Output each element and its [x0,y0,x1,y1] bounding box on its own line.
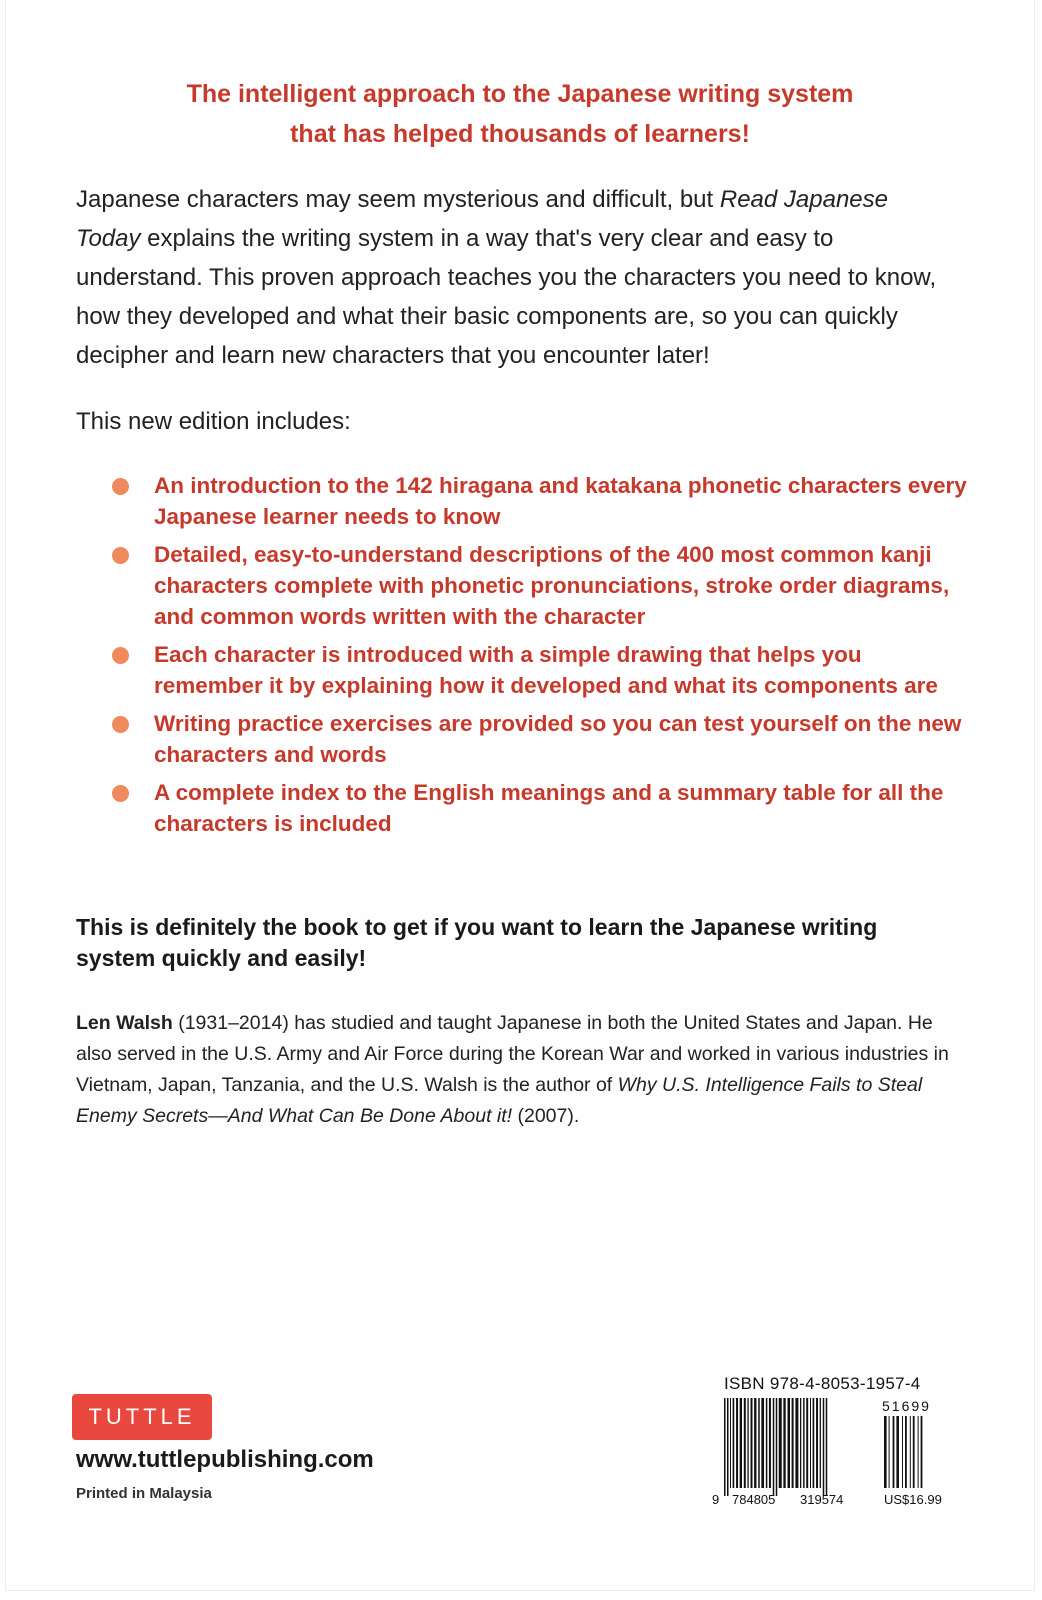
tagline-line-2: that has helped thousands of learners! [290,120,750,148]
barcode-bar [761,1398,764,1488]
feature-text: Each character is introduced with a simple drawing that helps you remember it by explaining how it developed and what its components are [154,642,938,698]
bullet-dot-icon [112,785,129,802]
barcode-bar [754,1398,756,1488]
barcode-bar [776,1398,778,1496]
feature-text: Writing practice exercises are provided so you can test yourself on the new characters and words [154,711,962,767]
feature-item [106,639,976,701]
feature-text: An introduction to the 142 hiragana and katakana phonetic characters every Japanese learner needs to know [154,473,967,529]
barcode-bar [884,1416,887,1488]
feature-text: A complete index to the English meanings and a summary table for all the characters is included [154,780,944,836]
printed-in-label: Printed in Malaysia [76,1485,212,1502]
back-cover [6,0,1034,1590]
tagline-line-1: The intelligent approach to the Japanese writing system [186,80,854,108]
barcode-bar [733,1398,735,1488]
barcode-lead-digit: 9 [712,1492,720,1507]
barcode-bar [740,1398,742,1488]
barcode-group-1: 784805 [732,1492,776,1507]
author-book-title: Why U.S. Intelligence Fails to Steal Enemy Secrets—And What Can Be Done About it! [76,1074,923,1127]
barcode-bar [896,1416,899,1488]
barcode-bar [803,1398,805,1488]
author-bio [76,1008,966,1132]
barcode-bar [921,1416,923,1488]
feature-item [106,539,976,632]
barcode-bar [813,1398,815,1488]
feature-list [106,470,976,846]
barcode-bar [889,1416,890,1488]
barcode-bar [727,1398,729,1496]
barcode-bar [744,1398,746,1488]
bio-text: (1931–2014) has studied and taught Japanese in both the United States and Japan. He also served in the U.S. Army and Air Force during the Korean War and worked in various industries in Vietnam, Japan, Tanzania, and the U.S. Walsh is the author of [76,1012,949,1096]
barcode-bar [806,1398,808,1488]
includes-heading: This new edition includes: [76,408,351,435]
bullet-dot-icon [112,716,129,733]
tuttle-logo: TUTTLE [72,1394,212,1440]
book-title: Read Japanese Today [76,186,889,252]
barcode-addon-digits: 51699 [882,1398,931,1414]
bullet-dot-icon [112,647,129,664]
barcode-bar [893,1416,895,1488]
feature-item [106,777,976,839]
barcode [712,1398,962,1514]
barcode-bar [810,1398,811,1488]
intro-text-start: Japanese characters may seem mysterious and difficult, but [76,186,720,213]
barcode-bar [795,1398,798,1488]
barcode-bar [747,1398,748,1488]
tagline [6,74,1034,154]
barcode-bar [766,1398,768,1488]
feature-item [106,470,976,532]
barcode-bar [800,1398,801,1488]
closing-statement: This is definitely the book to get if you want to learn the Japanese writing system quickly and easily! [76,914,878,971]
barcode-bar [905,1416,907,1488]
intro-paragraph [76,180,956,375]
barcode-bar [913,1416,915,1488]
bio-text-end: (2007). [512,1105,580,1127]
barcode-bar [902,1416,903,1488]
barcode-bar [788,1398,791,1488]
barcode-bar [918,1416,919,1488]
bullet-dot-icon [112,547,129,564]
intro-text-end: explains the writing system in a way that's very clear and easy to understand. This proven approach teaches you the characters you need to know, how they developed and what their basic components are, so you can quickly decipher and learn new characters that you encounter later! [76,225,937,369]
barcode-group-2: 319574 [800,1492,844,1507]
barcode-bar [730,1398,731,1488]
barcode-bar [820,1398,821,1488]
barcode-bar [758,1398,760,1488]
barcode-bar [779,1398,782,1488]
feature-item [106,708,976,770]
barcode-bar [736,1398,738,1488]
barcode-bar [773,1398,775,1496]
barcode-bar [823,1398,825,1496]
isbn-label: ISBN 978-4-8053-1957-4 [724,1374,921,1393]
barcode-bar [751,1398,753,1488]
barcode-bar [792,1398,794,1488]
barcode-bar [724,1398,726,1496]
publisher-website-link[interactable]: www.tuttlepublishing.com [76,1446,374,1473]
author-name: Len Walsh [76,1012,173,1034]
feature-text: Detailed, easy-to-understand descriptions of the 400 most common kanji characters complete with phonetic pronunciations, stroke order diagrams, and common words written with the character [154,542,950,629]
barcode-bar [910,1416,911,1488]
barcode-price: US$16.99 [884,1492,942,1507]
barcode-bar [826,1398,828,1496]
bullet-dot-icon [112,478,129,495]
barcode-bar [783,1398,785,1488]
barcode-bar [769,1398,771,1488]
barcode-bar [816,1398,818,1488]
